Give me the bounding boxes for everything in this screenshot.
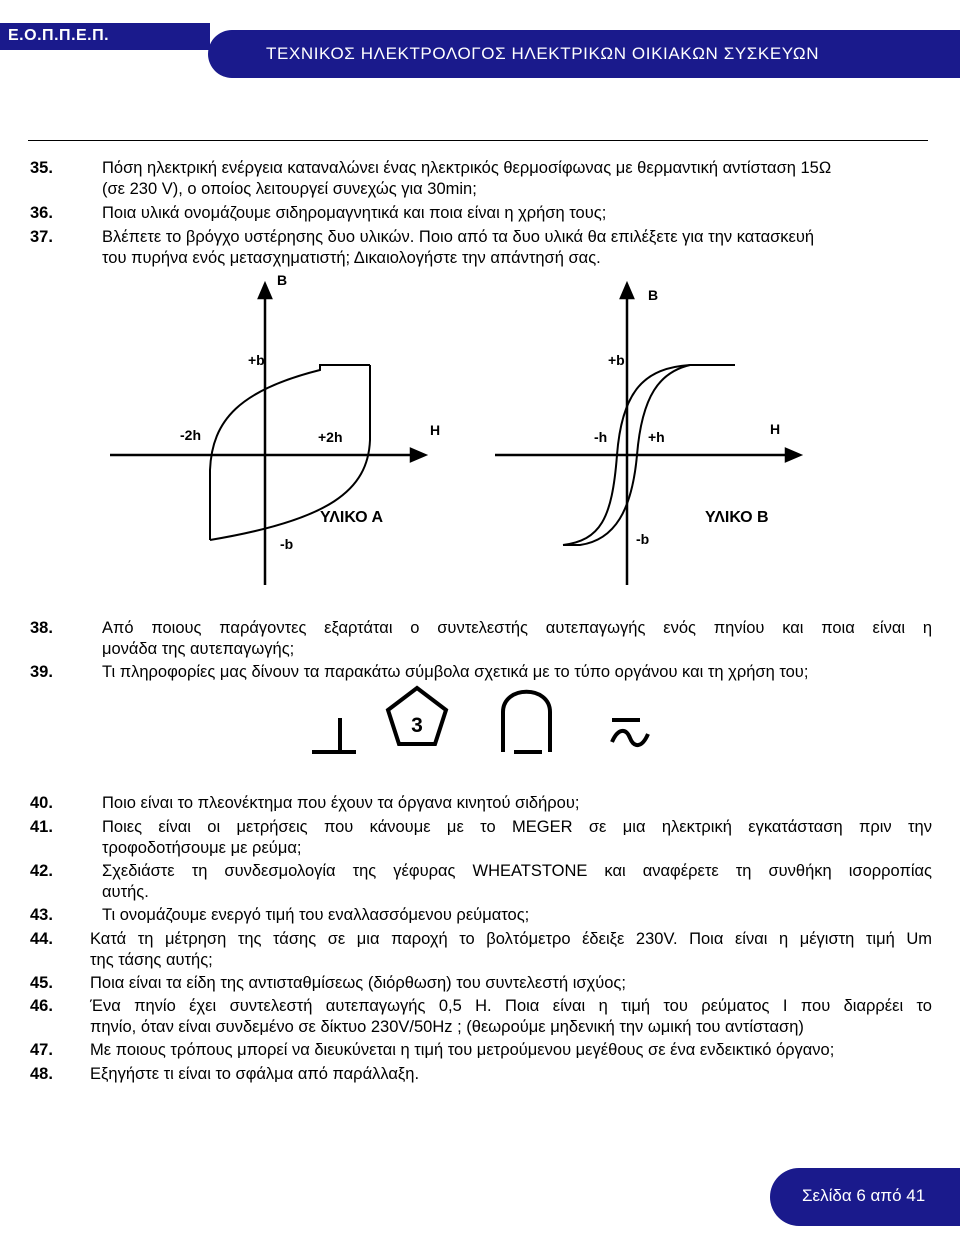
question-number: 46.: [30, 997, 53, 1015]
ac-dc-symbol-icon: [612, 720, 648, 745]
question-line: Με ποιους τρόπους μπορεί να διευκύνεται η τιμή του μετρούμενου μεγέθους σε ένα ενδεικτικό όργανο;: [90, 1041, 835, 1059]
question-line: Εξηγήστε τι είναι το σφάλμα από παράλλαξη.: [90, 1065, 420, 1083]
question-number: 48.: [30, 1065, 53, 1083]
question-number: 42.: [30, 862, 53, 880]
figure-b-b-label: B: [648, 287, 659, 303]
figure-a-minus-b: -b: [280, 536, 294, 552]
figure-a-minus-h: -2h: [180, 427, 201, 443]
question-number: 38.: [30, 619, 53, 637]
question-line: Τι πληροφορίες μας δίνουν τα παρακάτω σύμβολα σχετικά με το τύπο οργάνου και τη χρήση του;: [102, 663, 809, 681]
question-number: 47.: [30, 1041, 53, 1059]
figure-a-h-label: H: [430, 422, 441, 438]
question-line: του πυρήνα ενός μετασχηματιστή; Δικαιολογήστε την απάντησή σας.: [102, 249, 601, 267]
figure-b-h-label: H: [770, 421, 781, 437]
question-line: πηνίο, όταν είναι συνδεμένο σε δίκτυο 230V/50Hz ; (θεωρούμε μηδενική την ωμική του αντίσταση): [90, 1018, 804, 1036]
figure-a-plus-b: +b: [248, 352, 265, 368]
question-number: 45.: [30, 974, 53, 992]
moving-iron-symbol-icon: [503, 692, 550, 752]
page-number: Σελίδα 6 από 41: [802, 1186, 926, 1205]
question-line: Πόση ηλεκτρική ενέργεια καταναλώνει ένας ηλεκτρικός θερμοσίφωνας με θερμαντική αντίσταση 15Ω: [102, 159, 832, 177]
figure-b-minus-h: -h: [594, 429, 608, 445]
figure-b-minus-b: -b: [636, 531, 650, 547]
question-number: 35.: [30, 159, 53, 177]
question-number: 41.: [30, 818, 53, 836]
question-line: (σε 230 V), ο οποίος λειτουργεί συνεχώς για 30min;: [102, 180, 477, 198]
figure-a-plus-h: +2h: [318, 429, 343, 445]
figure-a-b-label: B: [277, 272, 288, 288]
question-line: Ποια είναι τα είδη της αντισταθμίσεως (διόρθωση) του συντελεστή ισχύος;: [90, 974, 626, 992]
question-line: τροφοδοτήσουμε με ρεύμα;: [102, 839, 302, 857]
header-org: Ε.Ο.Π.Π.Ε.Π.: [8, 27, 110, 44]
pentagon-digit: 3: [411, 714, 423, 737]
question-line: της τάσης αυτής;: [90, 951, 213, 969]
question-number: 43.: [30, 906, 53, 924]
footer-page-box: [770, 1168, 960, 1226]
question-line: Ποια υλικά ονομάζουμε σιδηρομαγνητικά και ποια είναι η χρήση τους;: [102, 204, 607, 222]
figure-b-plus-b: +b: [608, 352, 625, 368]
question-line: Ποιο είναι το πλεονέκτημα που έχουν τα όργανα κινητού σιδήρου;: [102, 794, 580, 812]
question-number: 44.: [30, 930, 53, 948]
question-line: Ένα πηνίο έχει συντελεστή αυτεπαγωγής 0,5 Η. Ποια είναι η τιμή του ρεύματος Ι που διαρρέει το: [90, 997, 932, 1015]
question-line: Κατά τη μέτρηση της τάσης σε μια παροχή το βολτόμετρο έδειξε 230V. Ποια είναι η μέγιστη τιμή Um: [90, 930, 932, 948]
figure-b-plus-h: +h: [648, 429, 665, 445]
question-line: Βλέπετε το βρόγχο υστέρησης δυο υλικών. Ποιο από τα δυο υλικά θα επιλέξετε για την κατασκευή: [102, 228, 815, 246]
question-line: αυτής.: [102, 883, 149, 901]
question-line: Τι ονομάζουμε ενεργό τιμή του εναλλασσόμενου ρεύματος;: [102, 906, 530, 924]
figure-a-caption: ΥΛΙΚΟ Α: [320, 509, 384, 526]
question-line: Ποιες είναι οι μετρήσεις που κάνουμε με το MEGER σε μια ηλεκτρική εγκατάσταση πριν την: [102, 818, 932, 836]
question-number: 37.: [30, 228, 53, 246]
question-number: 39.: [30, 663, 53, 681]
figure-b-caption: ΥΛΙΚΟ Β: [705, 509, 769, 526]
question-line: μονάδα της αυτεπαγωγής;: [102, 640, 295, 658]
header-title: ΤΕΧΝΙΚΟΣ ΗΛΕΚΤΡΟΛΟΓΟΣ ΗΛΕΚΤΡΙΚΩΝ ΟΙΚΙΑΚΩΝ ΣΥΣΚΕΥΩΝ: [266, 44, 820, 63]
question-line: Από ποιους παράγοντες εξαρτάται ο συντελεστής αυτεπαγωγής ενός πηνίου και ποια είναι η: [102, 619, 932, 637]
question-line: Σχεδιάστε τη συνδεσμολογία της γέφυρας WHEATSTONE και αναφέρετε τη συνθήκη ισορροπίας: [102, 862, 932, 880]
perpendicular-symbol-icon: [312, 718, 356, 752]
question-number: 40.: [30, 794, 53, 812]
question-number: 36.: [30, 204, 53, 222]
